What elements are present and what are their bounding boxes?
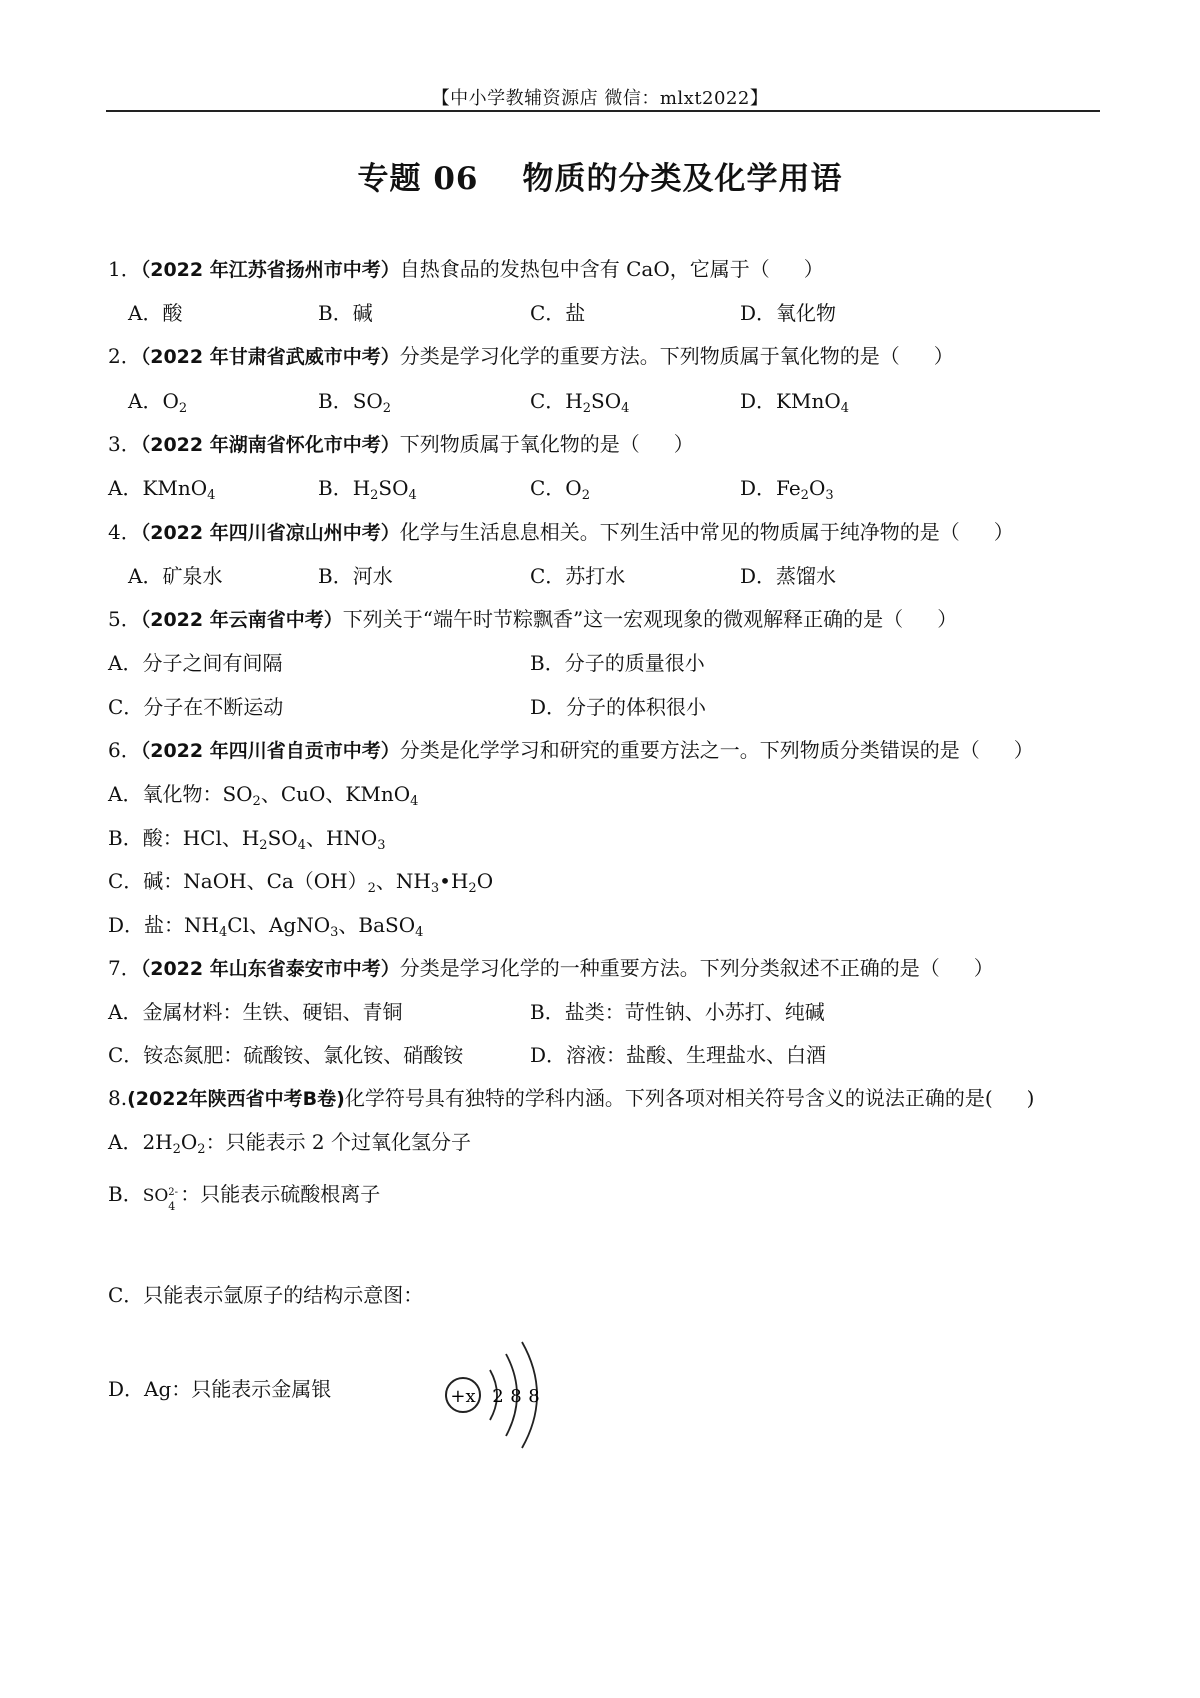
option-a: A．$2H_2O_2$：只能表示 2 个过氧化氢分子 bbox=[108, 1130, 472, 1157]
page-header: 【中小学教辅资源店 微信：mlxt2022】 bbox=[431, 88, 769, 109]
option-c: C．$O_2$ bbox=[530, 476, 590, 503]
option-d: D．蒸馏水 bbox=[740, 564, 837, 588]
question-stem: 分类是化学学习和研究的重要方法之一。下列物质分类错误的是（ bbox=[399, 738, 980, 762]
shell-3-electrons: 8 bbox=[528, 1386, 540, 1407]
option-c: C．碱：NaOH、$Ca(OH)_2$、$NH_3•H_2O$ bbox=[108, 869, 494, 896]
title-topic: 专题 06 bbox=[357, 161, 479, 197]
option-d: D．Ag：只能表示金属银 bbox=[108, 1377, 332, 1401]
option-a: A．KMnO$_4$ bbox=[108, 476, 216, 503]
question-8: 8.(2022年陕西省中考B卷)化学符号具有独特的学科内涵。下列各项对相关符号含义的说法正确的是( ) bbox=[108, 1086, 1035, 1110]
option-b: B．碱 bbox=[318, 301, 373, 325]
question-source: （2022 年湖南省怀化市中考） bbox=[140, 434, 400, 456]
question-source: （2022 年四川省自贡市中考） bbox=[140, 740, 400, 762]
question-stem: 下列物质属于氧化物的是（ bbox=[399, 432, 640, 456]
option-a: A．分子之间有间隔 bbox=[108, 651, 283, 675]
nucleus-charge: +x bbox=[450, 1386, 476, 1407]
option-b: B．$H_2SO_4$ bbox=[318, 476, 417, 503]
question-stem: 化学符号具有独特的学科内涵。下列各项对相关符号含义的说法正确的是( bbox=[344, 1086, 993, 1110]
question-source: （2022 年云南省中考） bbox=[140, 609, 343, 631]
option-c: C．分子在不断运动 bbox=[108, 695, 284, 719]
question-5: 5．（2022 年云南省中考）下列关于“端午时节粽飘香”这一宏观现象的微观解释正确的是（ ） bbox=[108, 607, 958, 631]
option-d: D．KMnO$_4$ bbox=[740, 389, 850, 416]
question-4: 4．（2022 年四川省凉山州中考）化学与生活息息相关。下列生活中常见的物质属于纯净物的是（ ） bbox=[108, 520, 1014, 544]
option-d: D．分子的体积很小 bbox=[530, 695, 707, 719]
header-divider bbox=[106, 110, 1100, 112]
question-source: （2022 年山东省泰安市中考） bbox=[140, 958, 400, 980]
option-c: C．$H_2SO_4$ bbox=[530, 389, 630, 416]
option-b: B．SO 2- 4 ：只能表示硫酸根离子 bbox=[108, 1182, 381, 1213]
document-title bbox=[0, 153, 1200, 198]
option-b: B．分子的质量很小 bbox=[530, 651, 705, 675]
option-b: B．盐类：苛性钠、小苏打、纯碱 bbox=[530, 1000, 825, 1024]
question-6: 6．（2022 年四川省自贡市中考）分类是化学学习和研究的重要方法之一。下列物质分类错误的是（ ） bbox=[108, 738, 1034, 762]
option-d: D．盐：$NH_4Cl$、AgNO$_3$、BaSO$_4$ bbox=[108, 913, 424, 940]
question-stem: 分类是学习化学的重要方法。下列物质属于氧化物的是（ bbox=[399, 344, 900, 368]
option-a: A．金属材料：生铁、硬铝、青铜 bbox=[108, 1000, 403, 1024]
question-stem: 分类是学习化学的一种重要方法。下列分类叙述不正确的是（ bbox=[399, 956, 940, 980]
question-source: （2022 年四川省凉山州中考） bbox=[140, 522, 400, 544]
question-source: (2022年陕西省中考B卷) bbox=[127, 1088, 345, 1110]
question-stem: 下列关于“端午时节粽飘香”这一宏观现象的微观解释正确的是（ bbox=[342, 607, 904, 631]
question-7: 7．（2022 年山东省泰安市中考）分类是学习化学的一种重要方法。下列分类叙述不正确的是（ ） bbox=[108, 956, 994, 980]
option-a: A．酸 bbox=[128, 301, 183, 325]
question-stem: 化学与生活息息相关。下列生活中常见的物质属于纯净物的是（ bbox=[399, 520, 960, 544]
question-2: 2．（2022 年甘肃省武威市中考）分类是学习化学的重要方法。下列物质属于氧化物的是（ ） bbox=[108, 344, 954, 368]
question-stem: 自热食品的发热包中含有 CaO，它属于（ bbox=[399, 257, 770, 281]
question-source: （2022 年甘肃省武威市中考） bbox=[140, 346, 400, 368]
option-a: A．矿泉水 bbox=[128, 564, 223, 588]
option-b: B．$SO_2$ bbox=[318, 389, 392, 416]
option-c: C．只能表示氩原子的结构示意图： bbox=[108, 1283, 424, 1307]
option-d: D．溶液：盐酸、生理盐水、白酒 bbox=[530, 1043, 827, 1067]
option-a: A．$O_2$ bbox=[128, 389, 188, 416]
option-b: B．酸：HCl、$H_2SO_4$、$HNO_3$ bbox=[108, 826, 386, 853]
option-a: A．氧化物：$SO_2$、CuO、KMnO$_4$ bbox=[108, 782, 419, 809]
shell-2-electrons: 8 bbox=[510, 1386, 522, 1407]
option-b: B．河水 bbox=[318, 564, 393, 588]
option-c: C．盐 bbox=[530, 301, 586, 325]
option-d: D．$Fe_2O_3$ bbox=[740, 476, 834, 503]
atom-structure-diagram bbox=[444, 1340, 564, 1450]
option-d: D．氧化物 bbox=[740, 301, 837, 325]
shell-1-electrons: 2 bbox=[492, 1386, 504, 1407]
question-source: （2022 年江苏省扬州市中考） bbox=[140, 259, 400, 281]
option-c: C．苏打水 bbox=[530, 564, 626, 588]
title-name: 物质的分类及化学用语 bbox=[522, 161, 843, 197]
question-1: 1．（2022 年江苏省扬州市中考）自热食品的发热包中含有 CaO，它属于（ ） bbox=[108, 257, 824, 281]
question-3: 3．（2022 年湖南省怀化市中考）下列物质属于氧化物的是（ ） bbox=[108, 432, 694, 456]
option-c: C．铵态氮肥：硫酸铵、氯化铵、硝酸铵 bbox=[108, 1043, 464, 1067]
